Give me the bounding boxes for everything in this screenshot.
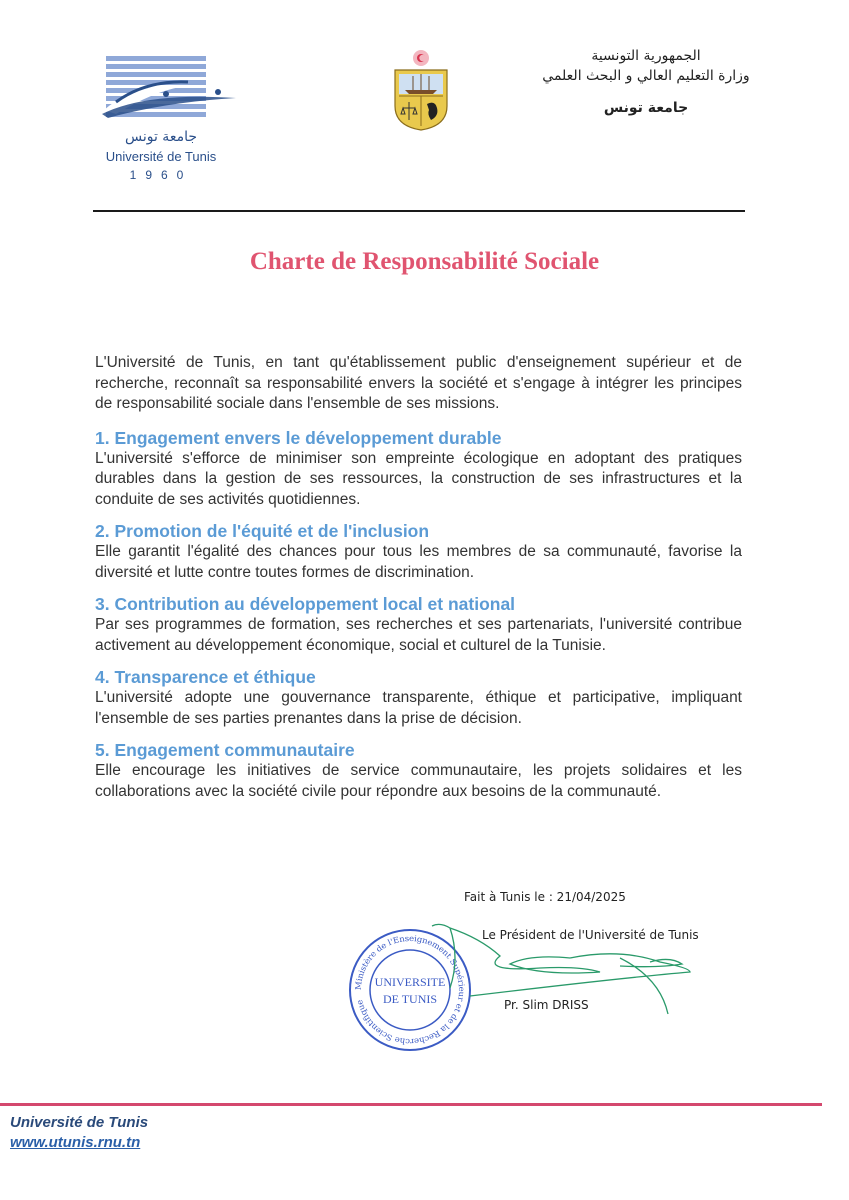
section-heading: 2. Promotion de l'équité et de l'inclusion [95, 521, 430, 541]
logo-name: Université de Tunis [105, 149, 217, 164]
footer-divider [0, 1103, 822, 1106]
section-1 [95, 427, 742, 511]
logo-emblem-icon [96, 52, 246, 126]
arabic-header [520, 46, 772, 116]
place-date: Fait à Tunis le : 21/04/2025 [464, 890, 626, 904]
footer-university-name: Université de Tunis [10, 1114, 149, 1131]
section-heading: 3. Contribution au développement local et national [95, 594, 516, 614]
logo-year: 1960 [129, 168, 193, 182]
section-4 [95, 666, 742, 729]
section-heading: 4. Transparence et éthique [95, 667, 316, 687]
coat-of-arms [391, 48, 451, 132]
official-stamp [348, 928, 472, 1052]
stamp-icon [348, 928, 472, 1052]
section-heading: 5. Engagement communautaire [95, 740, 355, 760]
logo-arabic-name: جامعة تونس [124, 129, 197, 145]
section-body: Elle garantit l'égalité des chances pour tous les membres de sa communauté, favorise la diversité et lutte contre toutes formes de discrimination. [95, 543, 742, 581]
section-body: Par ses programmes de formation, ses recherches et ses partenariats, l'université contribue activement au développement économique, social et culturel de la Tunisie. [95, 616, 742, 654]
university-name-arabic: جامعة تونس [603, 100, 689, 116]
charter-content [95, 353, 742, 812]
section-body: L'université s'efforce de minimiser son empreinte écologique en adoptant des pratiques durables dans la gestion de ses ressources, la construction de ses infrastructures et la conduite de ses activités quotidiennes. [95, 449, 742, 508]
stamp-ring-text: Ministère de l'Enseignement Supérieur et de la Recherche Scientifique [353, 933, 467, 1047]
stamp-center-line-2: DE TUNIS [382, 992, 438, 1006]
header-divider [93, 210, 745, 212]
stamp-center-line-1: UNIVERSITE [374, 975, 446, 989]
signer-name: Pr. Slim DRISS [504, 998, 589, 1012]
section-body: Elle encourage les initiatives de service communautaire, les projets solidaires et les collaborations avec la société civile pour répondre aux besoins de la communauté. [95, 762, 742, 800]
document-title: Charte de Responsabilité Sociale [249, 248, 600, 275]
footer-website-link[interactable]: www.utunis.rnu.tn [10, 1134, 141, 1151]
section-body: L'université adopte une gouvernance transparente, éthique et participative, impliquant l'ensemble de ses parties prenantes dans la prise de décision. [95, 689, 742, 727]
coat-of-arms-icon [391, 48, 451, 132]
republic-name: الجمهورية التونسية [591, 48, 701, 64]
section-2 [95, 520, 742, 583]
intro-paragraph: L'Université de Tunis, en tant qu'établissement public d'enseignement supérieur et de recherche, reconnaît sa responsabilité envers la société et s'engage à intégrer les principes de responsabilité sociale dans l'ensemble de ses missions. [95, 354, 742, 412]
section-heading: 1. Engagement envers le développement durable [95, 427, 502, 448]
ministry-name: وزارة التعليم العالي و البحث العلمي [542, 68, 750, 84]
section-5 [95, 739, 742, 802]
signer-role: Le Président de l'Université de Tunis [482, 928, 699, 942]
section-3 [95, 593, 742, 656]
university-logo [96, 52, 256, 187]
